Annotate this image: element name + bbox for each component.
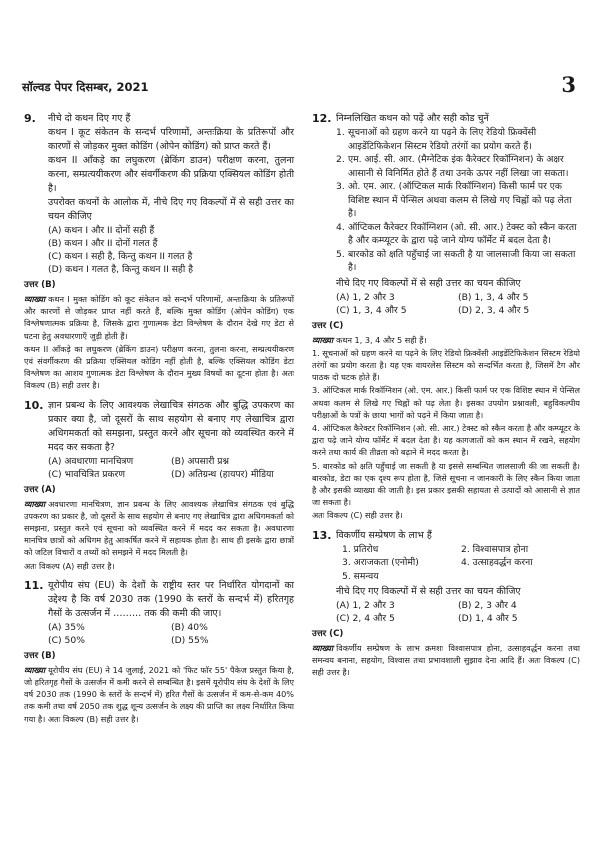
- list-item: 2. एम. आई. सी. आर. (मैग्नेटिक इंक कैरेक्टर रिकॉग्निशन) के अक्षर आसानी से विनिर्मित होते हैं तथा उनके ऊपर नहीं लिखा जा सकता।: [336, 154, 569, 179]
- right-column: [312, 110, 580, 680]
- explanation-label: व्याख्या: [24, 664, 46, 675]
- list-item: 4. उत्साहवर्द्धन करना: [461, 557, 533, 569]
- question-number: 9.: [24, 112, 36, 125]
- option-c: (C) भावचित्रित प्रकरण: [48, 468, 125, 480]
- statement-list: [312, 126, 580, 275]
- option-b: (B) 1, 3, 4 और 5: [458, 291, 529, 303]
- question-9: [24, 112, 294, 224]
- explanation-item: 4. ऑप्टिकल कैरेक्टर रिकॉग्निशन (ओ. सी. आर.) टेक्स्ट को स्कैन करता है और कम्प्यूटर के द्वारा पढ़े जाने योग्य फॉर्मेट में बदल देता है। यह कागजातों को कम स्थान में रखने, सहयोग करने तथा कार्य की तीव्रता को बढ़ाने में मदद करता है।: [312, 422, 581, 458]
- option-a: (A) 1, 2 और 3: [336, 291, 395, 303]
- answer: उत्तर (B): [24, 650, 56, 661]
- explanation-label: व्याख्या: [24, 294, 46, 304]
- explanation-text: अतः विकल्प (A) सही उत्तर है।: [24, 560, 115, 571]
- question-text: यूरोपीय संघ (EU) के देशों के राष्ट्रीय स्तर पर निर्धारित योगदानों का उद्देश्य है कि वर्ष 2030 तक (1990 के स्तरों के सन्दर्भ में) हरितगृह गैसों के उत्सर्जन में ……… तक की कमी की जाए।: [48, 579, 294, 619]
- question-prompt: उपरोक्त कथनों के आलोक में, नीचे दिए गए विकल्पों में से सही उत्तर का चयन कीजिए: [48, 197, 294, 222]
- list-item: 1. सूचनाओं को ग्रहण करने या पढ़ने के लिए रेडियो फ्रिक्वेंसी आइडेंटिफिकेशन सिस्टम रेडियो तरंगों का प्रयोग करते हैं।: [336, 127, 537, 152]
- option-b: (B) अपसारी प्रश्न: [171, 455, 230, 467]
- question-prompt: नीचे दिए गए विकल्पों में से सही उत्तर का चयन कीजिए: [336, 586, 521, 598]
- explanation-text: अवधारणा मानचित्रण, ज्ञान प्रबन्ध के लिए आवश्यक लेखाचित्र संगठक एवं बुद्धि उपकरण का प्रकार है, जो दूसरों के साथ सहयोग से बनाए गए लेखाचित्र द्वारा अधिगमकर्ता को समझना, प्रस्तुत करने एवं सूचना को व्यवस्थित करने में मदद कर सकता है। अवधारणा मानचित्र छात्रों को अधिगम हेतु आकर्षित करने में सहायक होता है। साथ ही इसके द्वारा छात्रों को जटिल विचारों व तथ्यों को समझने में मदद मिलती है।: [24, 498, 294, 558]
- explanation: [24, 498, 294, 572]
- explanation: [24, 293, 294, 392]
- question-12: [312, 112, 580, 126]
- list-item: 2. विश्वासपात्र होना: [461, 543, 529, 555]
- question-prompt: नीचे दिए गए विकल्पों में से सही उत्तर का चयन कीजिए: [336, 277, 521, 289]
- option-d: (D) कथन I गलत है, किन्तु कथन II सही है: [48, 264, 193, 275]
- statement-1: कथन I कूट संकेतन के सन्दर्भ परिणामों, अन्तःक्रिया के प्रतिरूपों और कारणों से जोड़कर मुक्त कोडिंग (ओपेन कोडिंग) को प्राप्त करते हैं।: [48, 127, 294, 152]
- explanation: [312, 334, 580, 522]
- option-a: (A) 1, 2 और 3: [336, 600, 395, 612]
- question-13: [312, 529, 580, 543]
- explanation-text: विकर्णीय सम्प्रेषण के लाभ क्रमशः विश्वासपात्र होना, उत्साहवर्द्धन करना तथा समन्वय बनाना, सहयोग, विश्वास तथा प्रभावशाली सुझाव देना आदि हैं। अतः विकल्प (C) सही उत्तर है।: [312, 643, 580, 678]
- option-c: (C) कथन I सही है, किन्तु कथन II गलत है: [48, 251, 193, 262]
- option-b: (B) कथन I और II दोनों गलत हैं: [48, 238, 158, 249]
- list-item: 3. अराजकता (एनोमी): [342, 557, 419, 569]
- question-prompt-wrap: [312, 585, 580, 599]
- list-item: 5. समन्वय: [342, 570, 379, 582]
- option-d: (D) अतिग्रन्थ (हायपर) मीडिया: [171, 468, 274, 480]
- question-11: [24, 579, 294, 621]
- answer: उत्तर (C): [312, 629, 344, 640]
- options-list: [24, 455, 294, 481]
- explanation-text: यूरोपीय संघ (EU) ने 14 जुलाई, 2021 को 'फिट फॉर 55' पैकेज प्रस्तुत किया है, जो हरितगृह गैसों के उत्सर्जन में कमी करने से सम्बन्धित है। इसमें यूरोपीय संघ के देशों के लिए वर्ष 2030 तक (1990 के स्तरों के सन्दर्भ में) हरित गैसों के उत्सर्जन में कम-से-कम 40% तक कमी तथा वर्ष 2050 तक शुद्ध शून्य उत्सर्जन के लक्ष्य की प्राप्ति का लक्ष्य निर्धारित किया गया है। अतः विकल्प (B) सही उत्तर है।: [24, 664, 295, 724]
- answer: उत्तर (B): [24, 280, 56, 290]
- option-b: (B) 2, 3 और 4: [458, 600, 517, 612]
- explanation-text: कथन I मुक्त कोडिंग को कूट संकेतन को सन्दर्भ परिणामों, अन्तःक्रिया के प्रतिरूपों और कारणों से जोड़कर प्राप्त नहीं करते हैं, बल्कि मुक्त कोडिंग (ओपेन कोडिंग) एक विश्लेषणात्मक प्रक्रिया है, जिसके द्वारा गुणात्मक डेटा विश्लेषण के दौरान देखे गए डेटा से घटना हेतु अवधारणाएँ जुड़ी होती हैं।: [24, 294, 294, 341]
- option-c: (C) 2, 4 और 5: [336, 613, 395, 625]
- option-b: (B) 40%: [171, 621, 208, 633]
- question-prompt-wrap: [312, 277, 580, 291]
- explanation-label: व्याख्या: [312, 643, 334, 654]
- options-list: [312, 599, 580, 625]
- option-d: (D) 2, 3, 4 और 5: [458, 304, 530, 316]
- page-header: [22, 74, 578, 100]
- running-title: सॉल्वड पेपर दिसम्बर, 2021: [22, 80, 149, 94]
- answer: उत्तर (C): [312, 320, 344, 331]
- explanation: [312, 642, 580, 679]
- explanation-text: कथन II आँकड़े का लघुकरण (ब्रेकिंग डाउन) परीक्षण करना, तुलना करना, सम्प्रत्ययीकरण एवं संवर्गीकरण की प्रक्रिया एक्सियल कोडिंग नहीं होती है, बल्कि एक्सियल कोडिंग डेटा विश्लेषण का आशय गुणात्मक डेटा विश्लेषण के दौरान मुख्य विषयों का दूटना होता है। अतः विकल्प (B) सही उत्तर है।: [24, 343, 294, 391]
- option-d: (D) 55%: [171, 634, 209, 646]
- explanation-item: 5. बारकोड को क्षति पहुँचाई जा सकती है या इससे सम्बन्धित जालसाजी की जा सकती है। बारकोड, डेटा का एक दृश्य रूप होता है, जिसे सूचना न जानकारी के लिए स्कैन किया जाता है और इसकी व्याख्या की जाती है। इस प्रकार इसकी सहायता से उत्पादों को आसानी से ज्ञात जा सकता है।: [312, 460, 580, 508]
- question-intro: विकर्णीय सम्प्रेषण के लाभ हैं: [336, 529, 432, 541]
- list-item: 1. प्रतिरोध: [342, 543, 379, 555]
- list-item: 4. ऑप्टिकल कैरेक्टर रिकॉग्निशन (ओ. सी. आर.) टेक्स्ट को स्कैन करता है और कम्प्यूटर के द्वारा पढ़े जाने योग्य फॉर्मेट में बदल देता है।: [336, 221, 577, 246]
- list-item: 3. ओ. एम. आर. (ऑप्टिकल मार्क रिकॉग्निशन) किसी फार्म पर एक विशिष्ट स्थान में पेन्सिल अथवा कलम से लिखे गए चिह्नों को पढ़ लेता है।: [336, 181, 572, 219]
- question-10: [24, 399, 294, 455]
- explanation-item: 3. ऑप्टिकल मार्क रिकॉग्निशन (ओ. एम. आर.) किसी फार्म पर एक विशिष्ट स्थान में पेन्सिल अथवा कलम से लिखे गए चिह्नों को पढ़ लेता है। इसका उपयोग प्रश्नावली, बहुविकल्पीय परीक्षाओं के पत्रों के छाया भागों को पढ़ने में किया जाता है।: [312, 385, 580, 420]
- question-number: 11.: [24, 578, 44, 592]
- items-grid: [312, 543, 580, 584]
- options-list: [312, 291, 580, 317]
- explanation-label: व्याख्या: [312, 334, 334, 345]
- explanation-text: अतः विकल्प (C) सही उत्तर है।: [312, 510, 403, 521]
- page-number: 3: [561, 72, 576, 97]
- question-number: 13.: [312, 528, 332, 542]
- option-a: (A) 35%: [48, 621, 85, 633]
- explanation-label: व्याख्या: [24, 498, 46, 509]
- question-number: 10.: [24, 398, 44, 412]
- explanation-text: कथन 1, 3, 4 और 5 सही हैं।: [336, 334, 427, 345]
- explanation-item: 1. सूचनाओं को ग्रहण करने या पढ़ने के लिए रेडियो फ्रिक्वेंसी आइडेंटिफिकेशन सिस्टम रेडियो तरंगों का प्रयोग करता है। यह एक वायरलेस सिस्टम को सन्दर्भित करता है, जिसमें टैग और पाठक दो घटक होते हैं।: [312, 347, 580, 383]
- question-text: ज्ञान प्रबन्ध के लिए आवश्यक लेखाचित्र संगठक और बुद्धि उपकरण का प्रकार क्या है, जो दूसरों के साथ सहयोग से बनाए गए लेखाचित्र द्वारा अधिगमकर्ता को समझना, प्रस्तुत करने और सूचना को व्यवस्थित करने में मदद कर सकता है?: [48, 399, 294, 453]
- option-d: (D) 1, 4 और 5: [458, 613, 518, 625]
- list-item: 5. बारकोड को क्षति पहुँचाई जा सकती है या जालसाजी किया जा सकता है।: [336, 248, 576, 273]
- option-c: (C) 1, 3, 4 और 5: [336, 304, 407, 316]
- options-list: [24, 621, 294, 647]
- answer: उत्तर (A): [24, 484, 56, 495]
- option-a: (A) अवधारणा मानचित्रण: [48, 455, 134, 467]
- option-a: (A) कथन I और II दोनों सही हैं: [48, 225, 155, 236]
- explanation: [24, 664, 294, 725]
- option-c: (C) 50%: [48, 634, 85, 646]
- question-intro: निम्नलिखित कथन को पढ़ें और सही कोड चुनें: [336, 113, 489, 124]
- left-column: [24, 110, 294, 726]
- options-list: [24, 224, 294, 276]
- question-number: 12.: [312, 112, 332, 125]
- question-intro: नीचे दो कथन दिए गए हैं: [48, 113, 131, 124]
- statement-2: कथन II आँकड़े का लघुकरण (ब्रेकिंग डाउन) परीक्षण करना, तुलना करना, सम्प्रत्ययीकरण और संवर्गीकरण की प्रक्रिया एक्सियल कोडिंग होती है।: [48, 155, 294, 194]
